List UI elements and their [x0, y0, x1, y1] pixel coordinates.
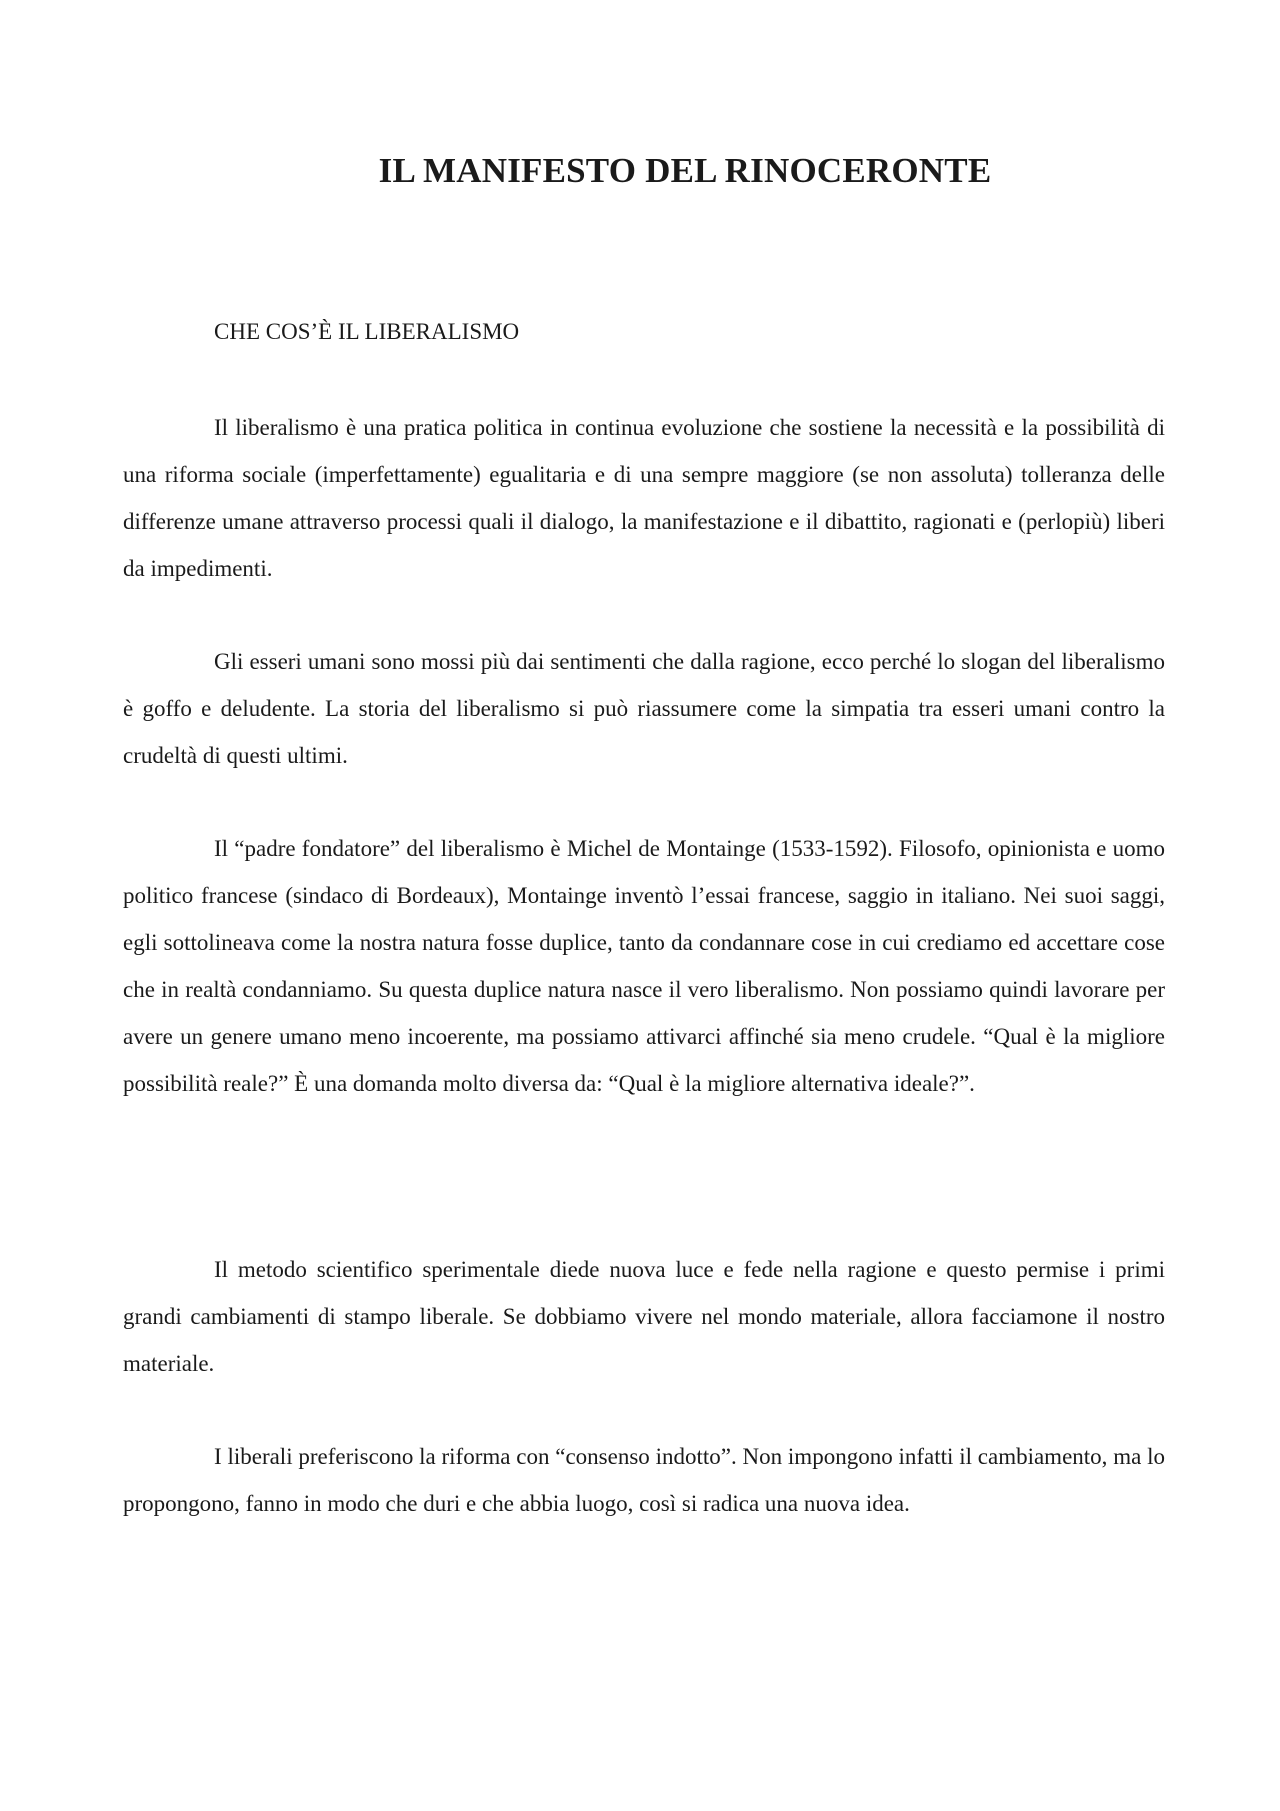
paragraph-5: I liberali preferiscono la riforma con “consenso indotto”. Non impongono infatti il cambiamento, ma lo propongono, fanno in modo che duri e che abbia luogo, così si radica una nuova idea.	[123, 1444, 1165, 1516]
document-title: IL MANIFESTO DEL RINOCERONTE	[378, 151, 992, 190]
section-heading: CHE COS’È IL LIBERALISMO	[214, 319, 520, 344]
paragraph-2: Gli esseri umani sono mossi più dai sentimenti che dalla ragione, ecco perché lo slogan del liberalismo è goffo e deludente. La storia del liberalismo si può riassumere come la simpatia tra esseri umani contro la crudeltà di questi ultimi.	[123, 649, 1165, 768]
paragraph-3: Il “padre fondatore” del liberalismo è Michel de Montainge (1533-1592). Filosofo, opinionista e uomo politico francese (sindaco di Bordeaux), Montainge inventò l’essai francese, saggio in italiano. Nei suoi saggi, egli sottolineava come la nostra natura fosse duplice, tanto da condannare cose in cui crediamo ed accettare cose che in realtà condanniamo. Su questa duplice natura nasce il vero liberalismo. Non possiamo quindi lavorare per avere un genere umano meno incoerente, ma possiamo attivarci affinché sia meno crudele. “Qual è la migliore possibilità reale?” È una domanda molto diversa da: “Qual è la migliore alternativa ideale?”.	[123, 836, 1165, 1096]
paragraph-4: Il metodo scientifico sperimentale diede nuova luce e fede nella ragione e questo permise i primi grandi cambiamenti di stampo liberale. Se dobbiamo vivere nel mondo materiale, allora facciamone il nostro materiale.	[123, 1257, 1165, 1376]
paragraph-1: Il liberalismo è una pratica politica in continua evoluzione che sostiene la necessità e la possibilità di una riforma sociale (imperfettamente) egualitaria e di una sempre maggiore (se non assoluta) tolleranza delle differenze umane attraverso processi quali il dialogo, la manifestazione e il dibattito, ragionati e (perlopiù) liberi da impedimenti.	[123, 415, 1165, 581]
